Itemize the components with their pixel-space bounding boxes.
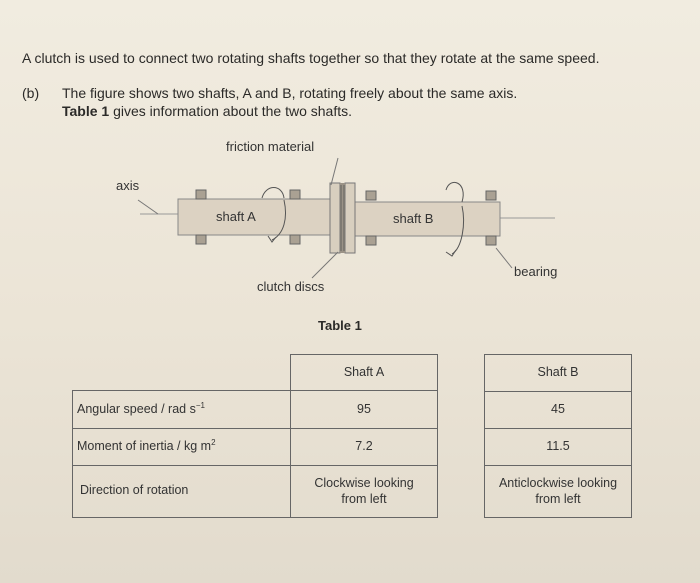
moment-inertia-unit-exp: 2 bbox=[211, 438, 216, 447]
question-line-2-rest: gives information about the two shafts. bbox=[109, 103, 353, 119]
shaft-a-header: Shaft A bbox=[343, 365, 385, 379]
clutch-disc-right bbox=[345, 183, 355, 253]
moment-inertia-text: Moment of inertia / kg m bbox=[77, 439, 212, 454]
shaft-b-label: shaft B bbox=[393, 211, 434, 226]
shaft-b-direction-2: from left bbox=[535, 492, 581, 506]
shaft-a-direction-2: from left bbox=[341, 492, 387, 506]
question-label: (b) bbox=[22, 85, 40, 101]
friction-material-label: friction material bbox=[226, 139, 315, 154]
shaft-b-inertia: 11.5 bbox=[546, 439, 570, 453]
shaft-b-header: Shaft B bbox=[537, 365, 579, 379]
shaft-a-inertia: 7.2 bbox=[355, 439, 373, 453]
table-title: Table 1 bbox=[318, 318, 362, 333]
shaft-a-label: shaft A bbox=[216, 209, 256, 224]
axis-label: axis bbox=[116, 178, 140, 193]
shaft-a-speed: 95 bbox=[357, 402, 371, 416]
clutch-discs-label: clutch discs bbox=[257, 279, 325, 294]
clutch-disc-left bbox=[330, 183, 340, 253]
shaft-a-direction-1: Clockwise looking bbox=[314, 476, 414, 490]
question-line-1: The figure shows two shafts, A and B, rotating freely about the same axis. bbox=[62, 85, 518, 101]
angular-speed-unit-exp: −1 bbox=[195, 401, 205, 410]
bearing-label: bearing bbox=[514, 264, 558, 279]
angular-speed-text: Angular speed / rad s bbox=[77, 402, 196, 417]
row-direction-label: Direction of rotation bbox=[80, 483, 189, 497]
row-angular-speed-label bbox=[77, 401, 205, 416]
intro-text: A clutch is used to connect two rotating shafts together so that they rotate at the same speed. bbox=[22, 50, 600, 66]
shaft-b-speed: 45 bbox=[551, 402, 565, 416]
row-moment-inertia-label bbox=[77, 438, 216, 453]
table-ref: Table 1 bbox=[62, 103, 110, 119]
shaft-b-direction-1: Anticlockwise looking bbox=[498, 476, 618, 490]
